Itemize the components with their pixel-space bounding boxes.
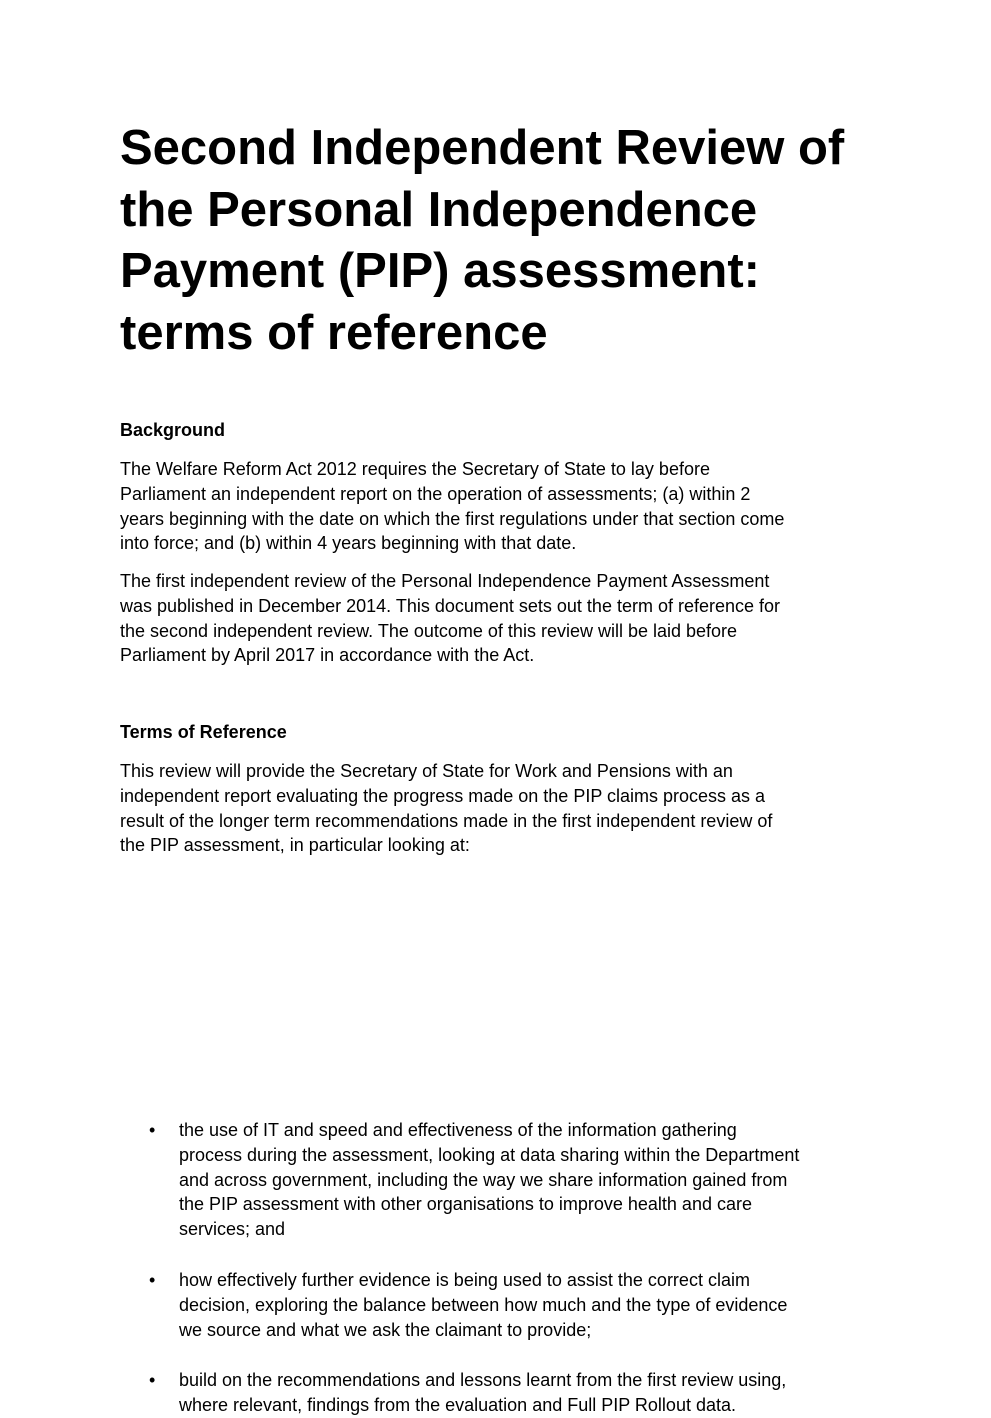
title-line: terms of reference [120,305,548,360]
text-line: build on the recommendations and lessons learnt from the first review using, [179,1370,787,1390]
terms-intro-paragraph [120,759,772,858]
text-line: the use of IT and speed and effectiveness of the information gathering [179,1120,737,1140]
terms-heading: Terms of Reference [120,722,287,742]
text-line: The first independent review of the Personal Independence Payment Assessment [120,571,770,591]
text-line: and across government, including the way we share information gained from [179,1169,788,1190]
document-page [120,118,880,1415]
text-line: This review will provide the Secretary of State for Work and Pensions with an [120,761,733,781]
text-line: where relevant, findings from the evaluation and Full PIP Rollout data. [179,1394,736,1415]
text-line: result of the longer term recommendations made in the first independent review of [120,810,773,831]
background-heading: Background [120,420,226,440]
text-line: the second independent review. The outcome of this review will be laid before [120,620,738,641]
text-line: how effectively further evidence is being used to assist the correct claim [179,1270,750,1290]
document-title [120,118,880,364]
text-line: independent report evaluating the progress made on the PIP claims process as a [120,785,766,806]
bullet-icon: • [149,1270,156,1290]
text-line: was published in December 2014. This document sets out the term of reference for [120,595,781,616]
background-paragraph-2 [120,569,780,668]
list-item-text [179,1268,787,1342]
text-line: we source and what we ask the claimant to provide; [179,1319,592,1340]
text-line: services; and [179,1219,286,1240]
bullet-icon: • [149,1370,156,1390]
text-line: into force; and (b) within 4 years beginning with that date. [120,533,577,554]
bullet-icon: • [149,1120,156,1140]
text-line: Parliament an independent report on the operation of assessments; (a) within 2 [120,483,751,504]
text-line: Parliament by April 2017 in accordance with the Act. [120,645,535,666]
title-line: Second Independent Review of [120,121,845,175]
background-paragraph-1 [120,457,784,556]
title-line: the Personal Independence [120,182,758,237]
text-line: decision, exploring the balance between how much and the type of evidence [179,1294,788,1315]
text-line: years beginning with the date on which the first regulations under that section come [120,508,785,529]
list-item-text [179,1368,786,1418]
title-line: Payment (PIP) assessment: [120,244,760,298]
list-item-text [179,1118,799,1242]
text-line: the PIP assessment, in particular looking at: [120,835,470,856]
text-line: The Welfare Reform Act 2012 requires the Secretary of State to lay before [120,459,710,479]
text-line: the PIP assessment with other organisations to improve health and care [179,1194,752,1215]
text-line: process during the assessment, looking at data sharing within the Department [179,1144,800,1165]
